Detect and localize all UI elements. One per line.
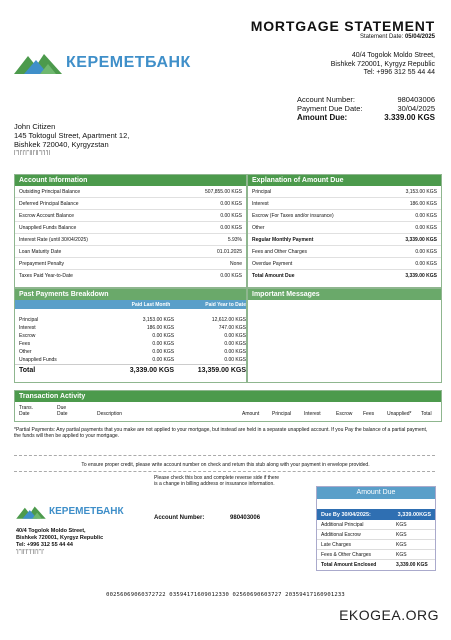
amount-due: 3.339.00 KGS: [384, 113, 435, 122]
past-payment-row: Principal 3,153.00 KGS 12,612.00 KGS: [19, 317, 246, 323]
account-number: 980403006: [397, 95, 435, 104]
account-info-row: Loan Maturity Date 01.01.2025: [15, 246, 246, 258]
important-messages-panel: Important Messages: [247, 288, 442, 383]
account-info-row: Taxes Paid Year-to-Date 0.00 KGS: [19, 273, 242, 279]
mountain-logo-icon: [16, 504, 46, 520]
past-payment-row: Fees 0.00 KGS 0.00 KGS: [19, 341, 246, 347]
amount-due-box: Amount Due Due By 30/04/2025: 3,339.00KGS Additional Principal KGS Additional Escrow KGS Late Charges KGS Fees & Other Charges KGS Total Amount Enclosed 3,339.00 KGS: [316, 486, 436, 571]
scanline-numbers: 00256069060372722 03594171609012330 02560690603727 20359417160901233: [106, 592, 345, 598]
stub-bank-logo: КЕРЕМЕТБАНК: [16, 504, 156, 522]
amount-due-row: Additional Principal KGS: [317, 520, 435, 530]
statement-date: Statement Date: 05/04/2025: [359, 34, 435, 40]
stub-bank-address: 40/4 Togolok Moldo Street, Bishkek 720001, Kyrgyz Republic Tel: +996 312 55 44 44 '|''||'|''|'||'|''|': [16, 528, 104, 555]
bank-address: 40/4 Togolok Moldo Street, Bishkek 720001, Kyrgyz Republic Tel: +996 312 55 44 44: [330, 52, 435, 76]
past-payments-header: Paid Last Month Paid Year to Date: [15, 300, 246, 309]
past-payment-row: Escrow 0.00 KGS 0.00 KGS: [19, 333, 246, 339]
explanation-row: Principal 3,153.00 KGS: [248, 186, 441, 198]
account-info-row: Escrow Account Balance 0.00 KGS: [15, 210, 246, 222]
past-payments-panel: Past Payments Breakdown Paid Last Month Paid Year to Date Principal 3,153.00 KGS 12,612.00 KGS Interest 186.00 KGS 747.00 KGS Escrow 0.00 KGS 0.00 KGS Fees 0.00 KGS 0.00 KGS Other 0.00 KGS 0.00 KGS Unapplied Funds 0.00 KGS 0.00 KGS Total 3,339.00 KGS 13,359.00 KGS: [14, 288, 247, 383]
statement-title: MORTGAGE STATEMENT: [250, 18, 435, 34]
bank-logo: [14, 50, 204, 76]
past-payments-total: Total 3,339.00 KGS 13,359.00 KGS: [15, 364, 246, 375]
amount-due-row: Fees & Other Charges KGS: [317, 550, 435, 560]
stub-account-number: Account Number: 980403006: [154, 515, 261, 521]
explanation-row: Regular Monthly Payment 3,339.00 KGS: [248, 234, 441, 246]
account-info-row: Unapplied Funds Balance 0.00 KGS: [15, 222, 246, 234]
account-info-row: Outsiding Principal Balance 507,855.00 KGS: [15, 186, 246, 198]
explanation-row: Overdue Payment 0.00 KGS: [248, 258, 441, 270]
explanation-row: Interest 186.00 KGS: [248, 198, 441, 210]
due-by-row: Due By 30/04/2025: 3,339.00KGS: [317, 509, 435, 520]
amount-due-row: Additional Escrow KGS: [317, 530, 435, 540]
past-payment-row: Other 0.00 KGS 0.00 KGS: [19, 349, 246, 355]
divider: [14, 455, 435, 456]
address-change-note: Please check this box and complete reverse side if there is a change in billing address or insurance information.: [154, 475, 280, 487]
account-summary: Account Number: 980403006 Payment Due Date: 30/04/2025 Amount Due: 3.339.00 KGS: [297, 95, 435, 122]
account-info-row: Interest Rate (until 30/04/2025) 5.93%: [15, 234, 246, 246]
postal-barcode: |''||'|'|''|||'||''|'|'||: [14, 150, 51, 156]
stub-barcode: '|''||'|''|'||'|''|': [16, 549, 45, 555]
partial-payments-note: *Partial Payments: Any partial payments that you make are not applied to your mortgage, but instead are held in a separate unapplied account. If you Pay the balance of a partial payment, the funds will then be applied to your mortgage.: [14, 427, 428, 439]
account-information-panel: Account Information Outsiding Principal Balance 507,855.00 KGS Deferred Principal Balance 0.00 KGS Escrow Account Balance 0.00 KGS Unapplied Funds Balance 0.00 KGS Interest Rate (until 30/04/2025) 5.93% Loan Maturity Date 01.01.2025 Prepayment Penalty None Taxes Paid Year-to-Date 0.00 KGS: [14, 174, 247, 288]
proper-credit-note: To ensure proper credit, please write account number on check and return this stub along with your payment in envelope provided.: [81, 462, 370, 468]
tear-line: [14, 471, 435, 472]
explanation-row: Escrow (For Taxes and/or insurance) 0.00 KGS: [248, 210, 441, 222]
amount-due-row: Total Amount Enclosed 3,339.00 KGS: [321, 562, 428, 568]
explanation-row: Total Amount Due 3,339.00 KGS: [252, 273, 437, 279]
payment-due-date: 30/04/2025: [397, 104, 435, 113]
bank-name: КЕРЕМЕТБАНК: [66, 54, 191, 71]
customer-address: John Citizen 145 Toktogul Street, Apartment 12, Bishkek 720040, Kyrgyzstan |''||'|'|''|||'||''|'|'||: [14, 122, 130, 156]
amount-due-row: Late Charges KGS: [317, 540, 435, 550]
past-payment-row: Unapplied Funds 0.00 KGS 0.00 KGS: [19, 357, 246, 363]
account-info-row: Prepayment Penalty None: [15, 258, 246, 270]
explanation-panel: Explanation of Amount Due Principal 3,153.00 KGS Interest 186.00 KGS Escrow (For Taxes and/or insurance) 0.00 KGS Other 0.00 KGS Regular Monthly Payment 3,339.00 KGS Fees and Other Charges 0.00 KGS Overdue Payment 0.00 KGS Total Amount Due 3,339.00 KGS: [247, 174, 442, 288]
explanation-row: Other 0.00 KGS: [248, 222, 441, 234]
account-info-row: Deferred Principal Balance 0.00 KGS: [15, 198, 246, 210]
past-payment-row: Interest 186.00 KGS 747.00 KGS: [19, 325, 246, 331]
transaction-header: Trans. Date Due Date Description Amount Principal Interest Escrow Fees Unapplied* Total: [19, 405, 432, 417]
transaction-activity-panel: Transaction Activity Trans. Date Due Date Description Amount Principal Interest Escrow Fees Unapplied* Total: [14, 390, 442, 422]
explanation-row: Fees and Other Charges 0.00 KGS: [248, 246, 441, 258]
mountain-logo-icon: [14, 50, 62, 76]
watermark: EKOGEA.ORG: [339, 607, 439, 623]
